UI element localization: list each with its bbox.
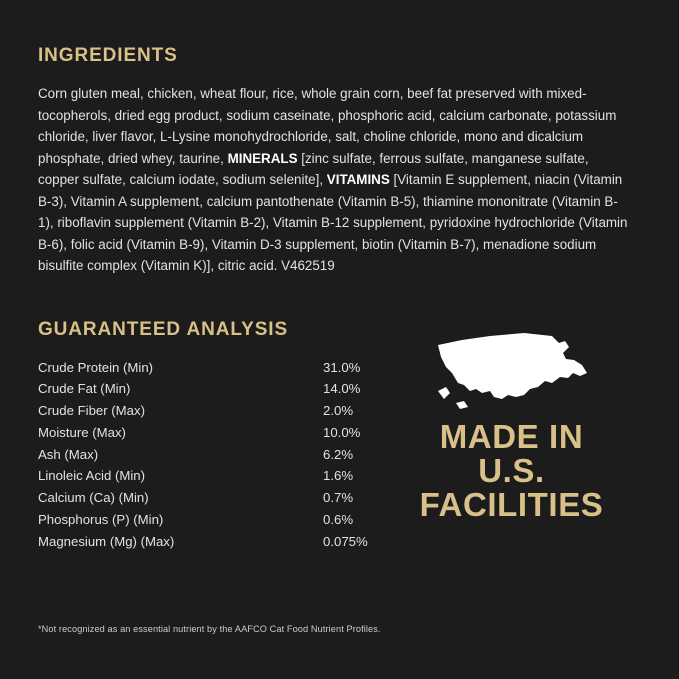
nutrient-label: Ash (Max) (38, 446, 99, 462)
ingredients-text (38, 83, 628, 277)
nutrient-label: Calcium (Ca) (Min) (38, 490, 149, 506)
footnote-text: *Not recognized as an essential nutrient by the AAFCO Cat Food Nutrient Profiles. (38, 624, 381, 634)
nutrient-value: 0.6% (323, 512, 354, 528)
table-row (38, 465, 368, 487)
table-row (38, 509, 368, 531)
table-row (38, 422, 368, 444)
usa-map-icon (432, 329, 592, 414)
nutrient-label: Moisture (Max) (38, 424, 126, 440)
nutrient-label: Phosphorus (P) (Min) (38, 512, 164, 528)
guaranteed-analysis-heading: GUARANTEED ANALYSIS (38, 318, 289, 340)
made-in-usa-line3: FACILITIES (419, 485, 604, 523)
nutrient-label: Magnesium (Mg) (Max) (38, 533, 175, 549)
made-in-usa-line1: MADE IN (439, 417, 584, 455)
ingredients-heading: INGREDIENTS (38, 45, 178, 66)
table-row (38, 378, 368, 400)
nutrient-label: Crude Fiber (Max) (38, 403, 145, 419)
guaranteed-analysis-section (38, 319, 641, 553)
nutrient-value: 0.7% (323, 490, 354, 506)
nutrient-value: 1.6% (323, 468, 354, 484)
made-in-usa-badge (404, 319, 619, 522)
guaranteed-analysis-table (38, 357, 368, 553)
nutrient-label: Crude Fat (Min) (38, 381, 131, 397)
vitamins-list-text: [Vitamin E supplement, niacin (Vitamin B-3), Vitamin A supplement, calcium pantothenate (Vitamin B-5), thiamine mononitrate (Vitamin B-1), riboflavin supplement (Vitamin B-2), Vitamin B-12 supplement, pyridoxine hydrochloride (Vitamin B-6), folic acid (Vitamin B-9), Vitamin D-3 supplement, biotin (Vitamin B-7), menadione sodium bisulfite complex (Vitamin K)], citric acid. V462519 (38, 172, 628, 273)
nutrient-label: Linoleic Acid (Min) (38, 468, 146, 484)
made-in-usa-line2: U.S. (478, 451, 545, 489)
nutrient-value: 0.075% (323, 533, 368, 549)
nutrient-value: 10.0% (323, 424, 361, 440)
table-row (38, 487, 368, 509)
minerals-list-text: [zinc sulfate, ferrous sulfate, manganese sulfate, copper sulfate, calcium iodate, sodium selenite], (38, 150, 589, 187)
minerals-label: MINERALS (227, 150, 298, 166)
nutrient-value: 2.0% (323, 403, 354, 419)
nutrient-label: Crude Protein (Min) (38, 359, 154, 375)
nutrient-value: 14.0% (323, 381, 361, 397)
table-row (38, 444, 368, 466)
table-row (38, 400, 368, 422)
nutrient-value: 6.2% (323, 446, 354, 462)
vitamins-label: VITAMINS (326, 172, 390, 187)
ingredients-lead-text: Corn gluten meal, chicken, wheat flour, rice, whole grain corn, beef fat preserved with mixed-tocopherols, dried egg product, sodium caseinate, phosphoric acid, calcium carbonate, potassium chloride, liver flavor, L-Lysine monohydrochloride, salt, choline chloride, mono and dicalcium phosphate, dried whey, taurine, (38, 86, 617, 166)
table-row (38, 531, 368, 553)
guaranteed-analysis-table-body (38, 357, 368, 553)
table-row (38, 357, 368, 379)
nutrient-value: 31.0% (323, 359, 361, 375)
